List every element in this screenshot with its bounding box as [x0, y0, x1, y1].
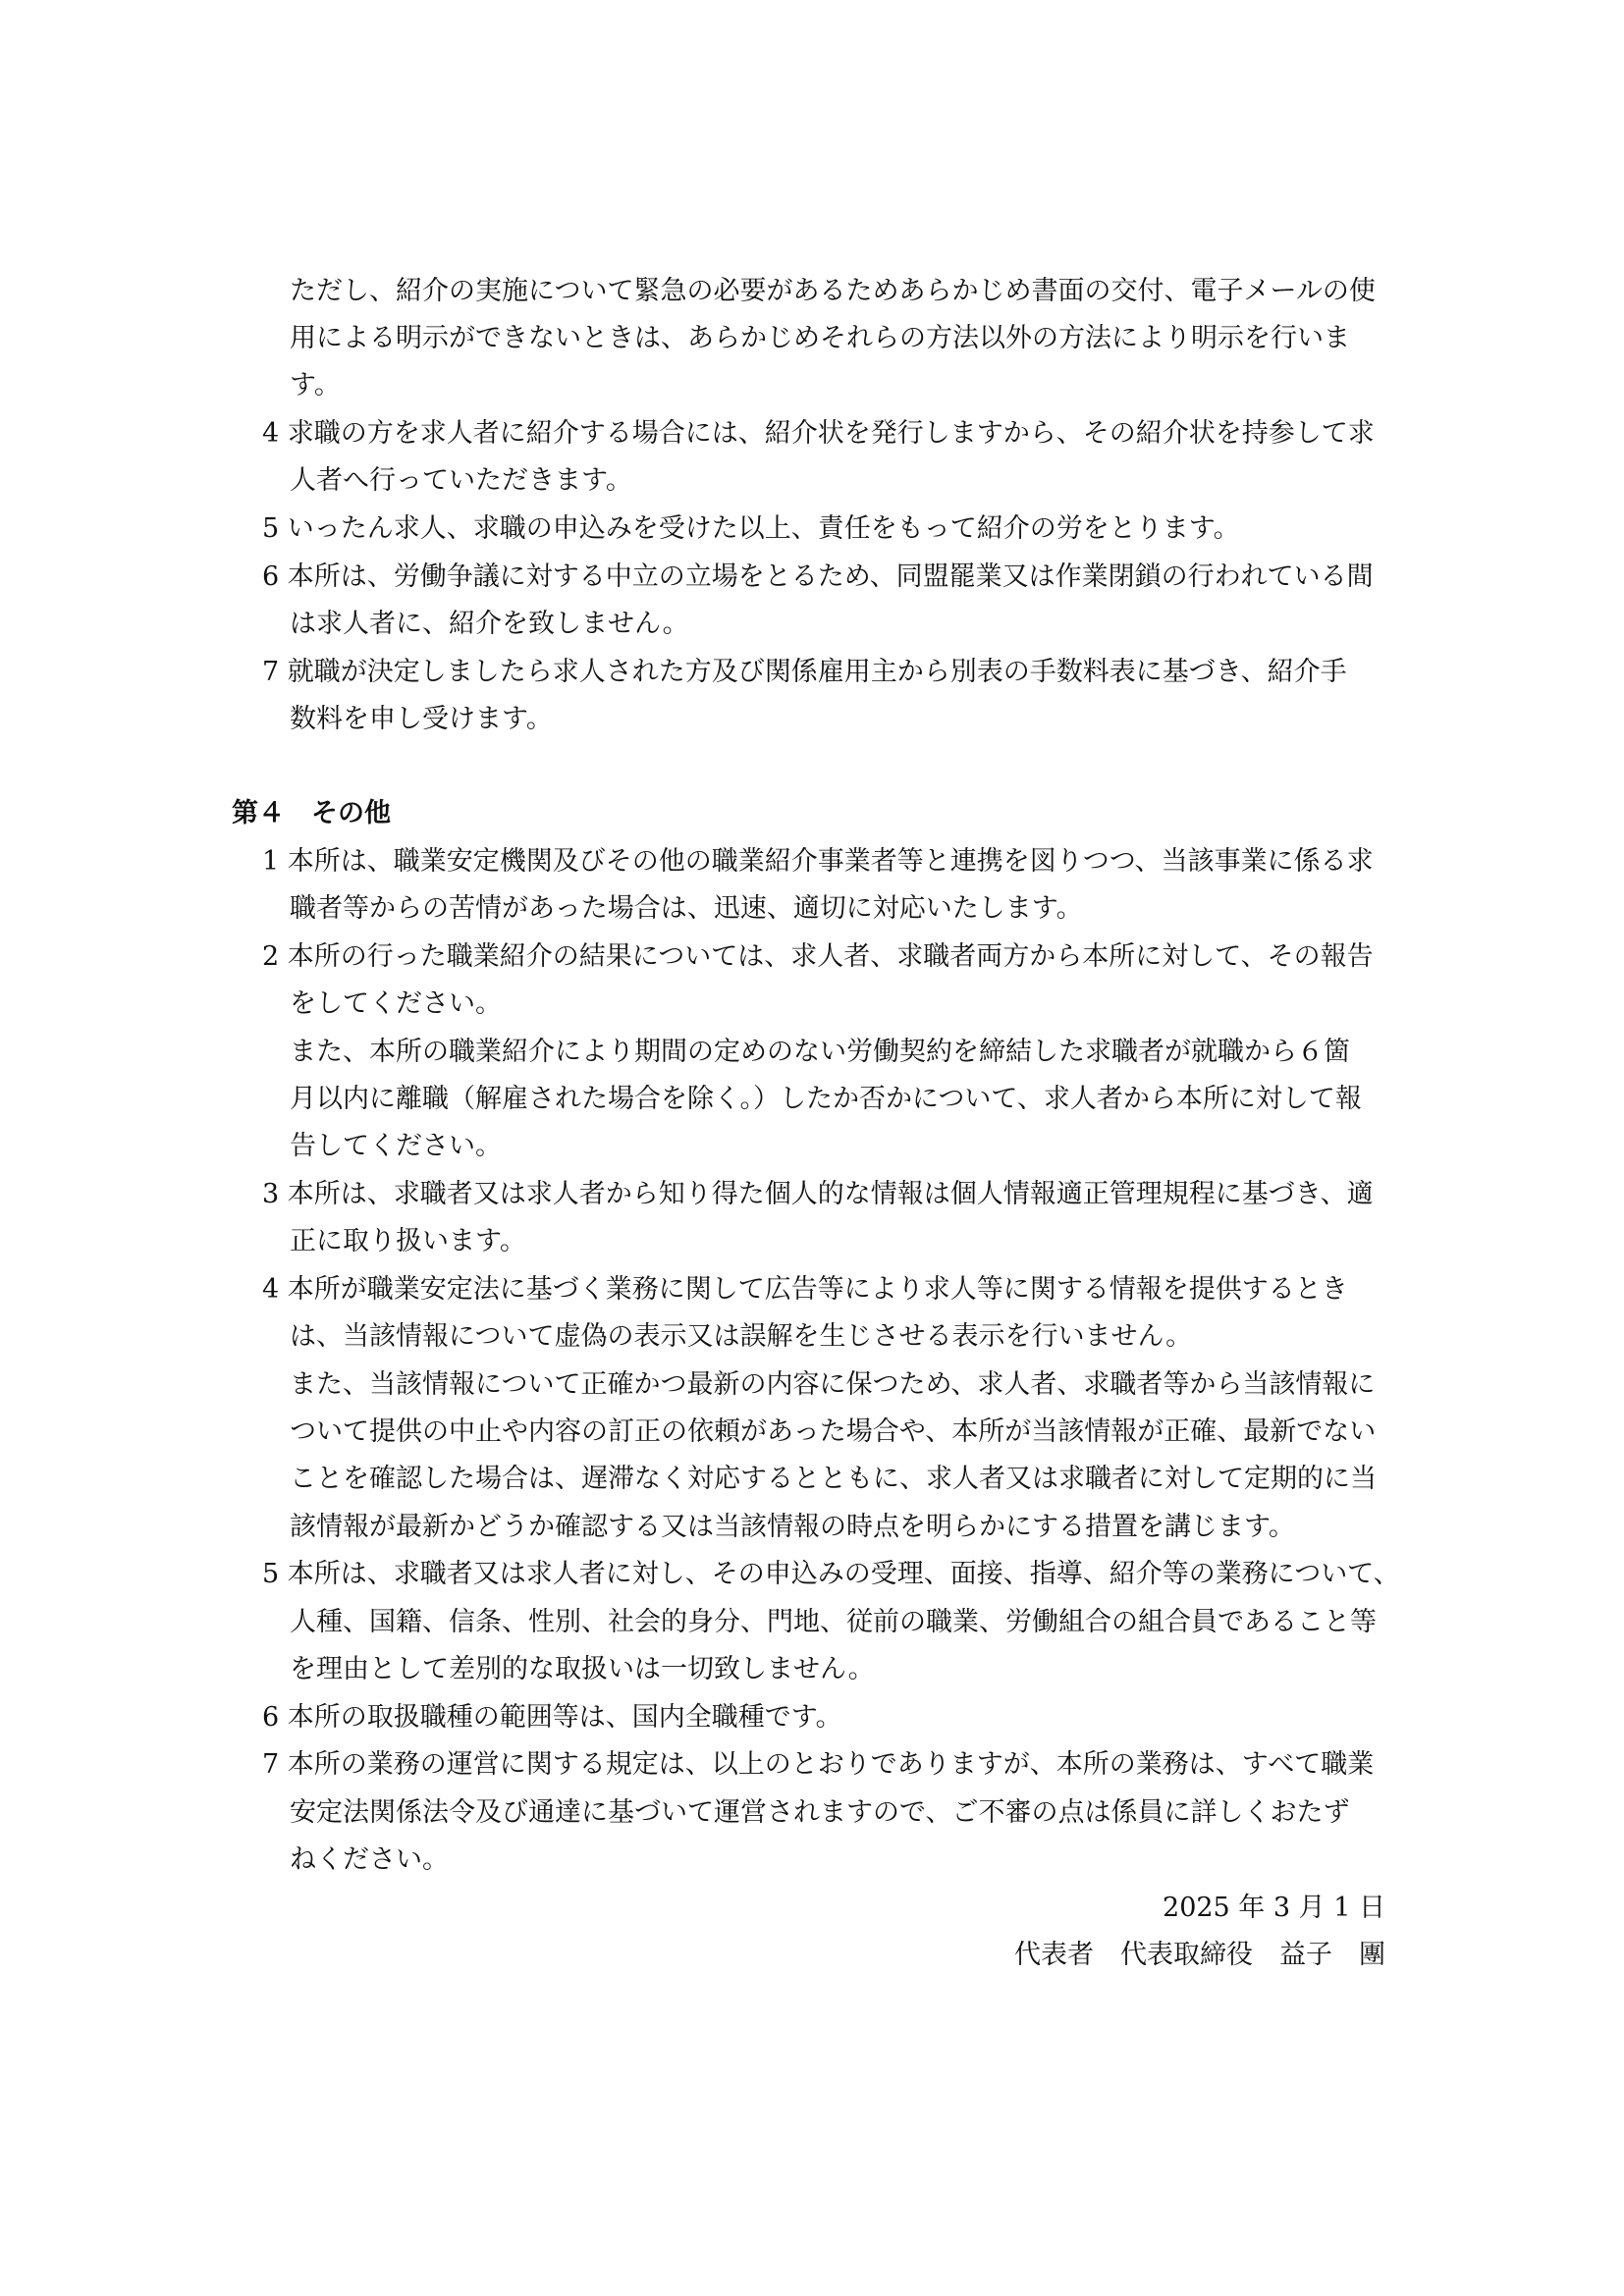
list-item-line: を理由として差別的な取扱いは一切致しません。: [290, 1654, 875, 1684]
list-item-line: ついて提供の中止や内容の訂正の依頼があった場合や、本所が当該情報が正確、最新でない: [290, 1416, 1377, 1447]
section-heading: 第４ その他: [232, 798, 391, 828]
list-item-line: 3 本所は、求職者又は求人者から知り得た個人的な情報は個人情報適正管理規程に基づき、適: [262, 1179, 1374, 1209]
list-item-line: は、当該情報について虚偽の表示又は誤解を生じさせる表示を行いません。: [290, 1321, 1193, 1352]
list-item-line: 2 本所の行った職業紹介の結果については、求人者、求職者両方から本所に対して、その報告: [262, 941, 1374, 972]
paragraph-line: す。: [290, 370, 341, 400]
document-date: 2025 年 3 月 1 日: [1163, 1893, 1385, 1923]
list-item-line: 人者へ行っていただきます。: [290, 465, 632, 496]
list-item-line: 人種、国籍、信条、性別、社会的身分、門地、従前の職業、労働組合の組合員であること等: [290, 1607, 1377, 1637]
list-item-line: 7 就職が決定しましたら求人された方及び関係雇用主から別表の手数料表に基づき、紹介手: [262, 657, 1347, 687]
list-item-line: 4 求職の方を求人者に紹介する場合には、紹介状を発行しますから、その紹介状を持参して求: [262, 418, 1375, 449]
list-item-line: 数料を申し受けます。: [290, 704, 553, 734]
list-item-line: 職者等からの苦情があった場合は、迅速、適切に対応いたします。: [290, 893, 1083, 924]
list-item-line: 1 本所は、職業安定機関及びその他の職業紹介事業者等と連携を図りつつ、当該事業に係る求: [262, 846, 1374, 877]
list-item-line: をしてください。: [290, 988, 502, 1019]
list-item-line: また、本所の職業紹介により期間の定めのない労働契約を締結した求職者が就職から６箇: [290, 1037, 1350, 1067]
list-item-line: 月以内に離職（解雇された場合を除く。）したか否かについて、求人者から本所に対して報: [290, 1084, 1362, 1114]
list-item-line: 7 本所の業務の運営に関する規定は、以上のとおりでありますが、本所の業務は、すべて職業: [262, 1749, 1375, 1780]
list-item-line: 5 いったん求人、求職の申込みを受けた以上、責任をもって紹介の労をとります。: [262, 513, 1240, 544]
list-item-line: ねください。: [290, 1844, 449, 1875]
list-item-line: 正に取り扱います。: [290, 1226, 526, 1256]
list-item-line: 該情報が最新かどうか確認する又は当該情報の時点を明らかにする措置を講じます。: [290, 1512, 1295, 1542]
list-item-line: 5 本所は、求職者又は求人者に対し、その申込みの受理、面接、指導、紹介等の業務について、: [262, 1559, 1400, 1589]
list-item-line: 告してください。: [290, 1131, 502, 1161]
list-item-line: 4 本所が職業安定法に基づく業務に関して広告等により求人等に関する情報を提供するとき: [262, 1274, 1348, 1305]
paragraph-line: ただし、紹介の実施について緊急の必要があるためあらかじめ書面の交付、電子メールの使: [290, 276, 1376, 306]
list-item-line: また、当該情報について正確かつ最新の内容に保つため、求人者、求職者等から当該情報に: [290, 1369, 1376, 1400]
list-item-line: 6 本所の取扱職種の範囲等は、国内全職種です。: [262, 1702, 842, 1733]
signature-line: 代表者 代表取締役 益子 團: [1014, 1940, 1385, 1970]
list-item-line: は求人者に、紹介を致しません。: [290, 609, 689, 639]
list-item-line: 6 本所は、労働争議に対する中立の立場をとるため、同盟罷業又は作業閉鎖の行われている間: [262, 561, 1374, 592]
list-item-line: 安定法関係法令及び通達に基づいて運営されますので、ご不審の点は係員に詳しくおたず: [290, 1797, 1350, 1828]
paragraph-line: 用による明示ができないときは、あらかじめそれらの方法以外の方法により明示を行いま: [290, 323, 1350, 353]
list-item-line: ことを確認した場合は、遅滞なく対応するとともに、求人者又は求職者に対して定期的に当: [290, 1464, 1377, 1494]
